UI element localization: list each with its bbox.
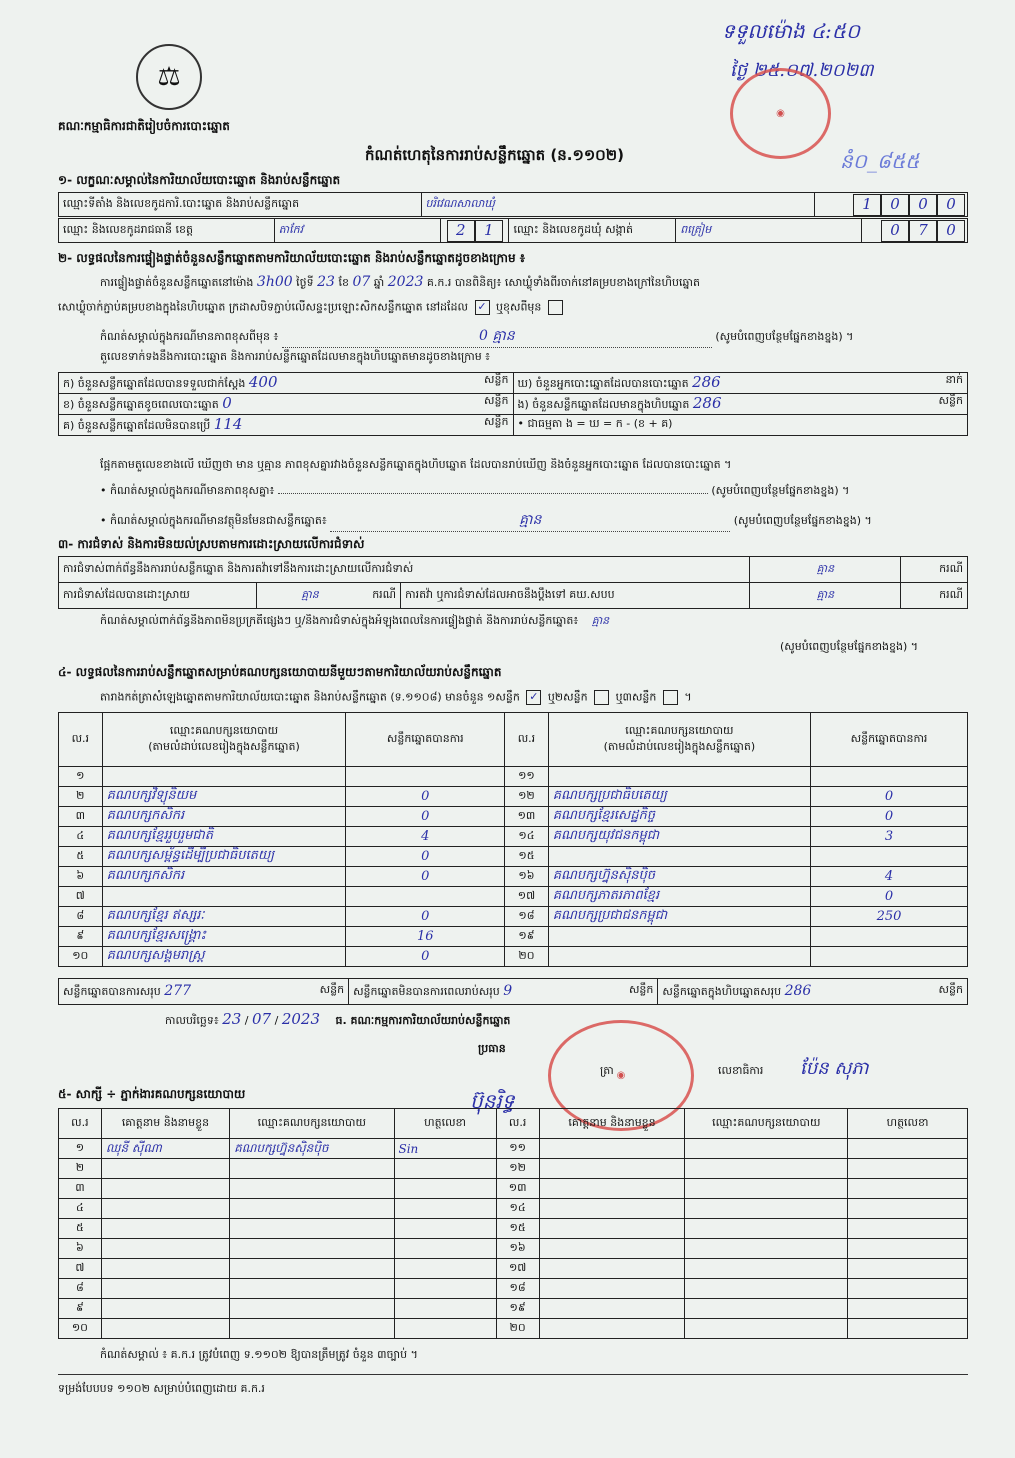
commune-label: ឈ្មោះ និងលេខកូដឃុំ សង្កាត់ xyxy=(509,219,676,243)
witness-name xyxy=(539,1199,685,1219)
party-name xyxy=(548,927,810,947)
witness-party xyxy=(685,1239,848,1259)
witness-party xyxy=(230,1259,394,1279)
section3-note-value: គ្មាន xyxy=(591,614,610,627)
station-code: 1 0 0 0 xyxy=(815,193,968,217)
witness-party xyxy=(685,1279,848,1299)
witness-name xyxy=(101,1159,229,1179)
witness-party xyxy=(685,1219,848,1239)
witness-row xyxy=(59,1259,968,1279)
vote-count: 3 xyxy=(811,827,968,847)
party-name xyxy=(548,767,810,787)
result-no: ១៨ xyxy=(505,907,549,927)
vote-count: 0 xyxy=(811,807,968,827)
witness-no: ១២ xyxy=(496,1159,539,1179)
vote-count xyxy=(346,767,505,787)
witness-no: ១១ xyxy=(496,1139,539,1159)
witness-party xyxy=(685,1319,848,1339)
vote-count: 0 xyxy=(346,907,505,927)
party-name xyxy=(548,847,810,867)
result-no: ៦ xyxy=(59,867,103,887)
witness-row xyxy=(59,1159,968,1179)
form-footer: ទម្រង់បែបបទ ១១០២ សម្រាប់បំពេញដោយ គ.ក.រ xyxy=(58,1382,265,1395)
witness-row xyxy=(59,1179,968,1199)
result-row xyxy=(59,767,968,787)
party-name: គណបក្សប្រជាជនកម្ពុជា xyxy=(548,907,810,927)
witness-signature xyxy=(394,1279,496,1299)
vote-count: 4 xyxy=(346,827,505,847)
count-row: ខ) ចំនួនសន្លឹកឆ្នោតខូចពេលបោះឆ្នោត 0 សន្លឹក ង) ចំនួនសន្លឹកឆ្នោតដែលមានក្នុងហិបឆ្នោត 286 សន្លឹក xyxy=(59,394,968,415)
party-name: គណបក្សសង្គមរាស្ត្រ xyxy=(102,947,346,967)
secretary-signature: ប៉ែន សុភា xyxy=(800,1058,869,1079)
result-row xyxy=(59,827,968,847)
witness-party xyxy=(230,1219,394,1239)
seal-check-line: សោឃ្លុំចាក់ភ្ជាប់គម្របខាងក្នុងនៃហិបឆ្នោត ក្រដាសបិទភ្ជាប់លើសន្ទះប្រឡោះសិកសន្លឹកឆ្នោត នៅដដែល ✓ ឬខុសពីមុន xyxy=(58,300,968,317)
objection-label: ការជំទាស់ពាក់ព័ន្ធនឹងការរាប់សន្លឹកឆ្នោត និងការតវ៉ាទៅនឹងការដោះស្រាយលើការជំទាស់ xyxy=(59,557,750,583)
witness-party: គណបក្សហ្វ៊ុនស៊ិនប៉ិច xyxy=(230,1139,394,1159)
note1-value: 0 គ្មាន xyxy=(282,326,712,348)
witness-signature xyxy=(394,1199,496,1219)
note3-line: • កំណត់សម្គាល់ក្នុងករណីមានវត្ថុមិនមែនជាសន្លឹកឆ្នោត៖ គ្មាន (សូមបំពេញបន្ថែមផ្នែកខាងខ្នង) ។ xyxy=(100,510,968,532)
counts-table xyxy=(58,372,968,436)
witness-row xyxy=(59,1219,968,1239)
witness-no: ១៧ xyxy=(496,1259,539,1279)
party-name: គណបក្សយុវជនកម្ពុជា xyxy=(548,827,810,847)
verify-time: 3h00 xyxy=(256,274,293,290)
note2-line: • កំណត់សម្គាល់ក្នុងករណីមានភាពខុសគ្នា៖ (សូមបំពេញបន្ថែមផ្នែកខាងខ្នង) ។ xyxy=(100,484,850,497)
witness-party xyxy=(230,1299,394,1319)
witness-row xyxy=(59,1199,968,1219)
received-count: 400 xyxy=(248,373,278,391)
form-title: កំណត់ហេតុនៃការរាប់សន្លឹកឆ្នោត (ន.១១០២) xyxy=(365,146,625,164)
witness-name xyxy=(101,1219,229,1239)
result-no: ១៩ xyxy=(505,927,549,947)
totals-table: សន្លឹកឆ្នោតបានការសរុប 277 សន្លឹក សន្លឹកឆ្នោតមិនបានការពេលរាប់សរុប 9 សន្លឹក សន្លឹកឆ្នោតក្នុងហិបឆ្នោតសរុប 286 សន្លឹក xyxy=(58,978,968,1005)
result-row xyxy=(59,947,968,967)
witness-row xyxy=(59,1319,968,1339)
section3-heading: ៣- ការជំទាស់ និងការមិនយល់ស្របតាមការដោះស្រាយលើការជំទាស់ xyxy=(58,537,365,551)
witness-no: ៨ xyxy=(59,1279,102,1299)
party-name: គណបក្សកសិករ xyxy=(102,807,346,827)
witness-signature xyxy=(848,1179,968,1199)
section1-heading: ១- លក្ខណៈសម្គាល់នៃការិយាល័យបោះឆ្នោត និងរាប់សន្លឹកឆ្នោត xyxy=(58,173,341,187)
date-year: 2023 xyxy=(281,1010,320,1028)
changed-checkbox[interactable] xyxy=(548,300,563,315)
witness-no: ១៥ xyxy=(496,1219,539,1239)
note1-line: កំណត់សម្គាល់ក្នុងករណីមានភាពខុសពីមុន ៖ 0 គ្មាន (សូមបំពេញបន្ថែមផ្នែកខាងខ្នង) ។ xyxy=(100,326,970,348)
witness-no: ១៣ xyxy=(496,1179,539,1199)
received-stamp: ◉ xyxy=(730,68,831,159)
witness-party xyxy=(685,1179,848,1199)
witness-party xyxy=(230,1279,394,1299)
result-no: ១៦ xyxy=(505,867,549,887)
witness-name xyxy=(539,1159,685,1179)
witness-no: ២ xyxy=(59,1159,102,1179)
commune-value: ពត្រៀម xyxy=(676,219,862,243)
objection-value: គ្មាន xyxy=(750,557,901,583)
vote-count: 0 xyxy=(346,787,505,807)
vote-count xyxy=(811,767,968,787)
received-date: ថ្ងៃ ២៥.០៧.២០២៣ xyxy=(730,60,874,81)
section4-intro: តារាងកត់ត្រាសំឡេងឆ្នោតតាមការិយាល័យបោះឆ្នោត និងរាប់សន្លឹកឆ្នោត (ទ.១១០៨) មានចំនួន ១សន្លឹក ✓ ឬ២សន្លឹក ឬ៣សន្លឹក ។ xyxy=(100,690,692,704)
result-no: ២០ xyxy=(505,947,549,967)
vote-count xyxy=(811,847,968,867)
section2-heading: ២- លទ្ធផលនៃការផ្ទៀងផ្ទាត់ចំនួនសន្លឹកឆ្នោតតាមការិយាល័យបោះឆ្នោត និងរាប់សន្លឹកឆ្នោតដូចខាងក្រោម ៖ xyxy=(58,251,526,265)
result-row xyxy=(59,807,968,827)
vote-count: 0 xyxy=(346,867,505,887)
witness-name xyxy=(101,1199,229,1219)
witness-signature xyxy=(848,1299,968,1319)
objections-table: ការជំទាស់ពាក់ព័ន្ធនឹងការរាប់សន្លឹកឆ្នោត និងការតវ៉ាទៅនឹងការដោះស្រាយលើការជំទាស់ គ្មាន ករណី ការជំទាស់ដែលបានដោះស្រាយ គ្មាន ករណី ការតវ៉ា ឬការជំទាស់ដែលអាចនឹងប្តឹងទៅ គឃ.សបប គ្មាន ករណី xyxy=(58,556,968,609)
result-row xyxy=(59,847,968,867)
witness-row xyxy=(59,1139,968,1159)
result-no: ៧ xyxy=(59,887,103,907)
result-no: ១៣ xyxy=(505,807,549,827)
received-note: ទទួលម៉ោង ៤:៥០ xyxy=(722,19,861,43)
resolved-label: ការជំទាស់ដែលបានដោះស្រាយ xyxy=(59,583,257,609)
witness-no: ៧ xyxy=(59,1259,102,1279)
verify-year: 2023 xyxy=(387,274,424,290)
vote-count: 0 xyxy=(811,887,968,907)
chair-label: ប្រធាន xyxy=(478,1042,506,1055)
witness-name xyxy=(101,1319,229,1339)
section4-heading: ៤- លទ្ធផលនៃការរាប់សន្លឹកឆ្នោតសម្រាប់គណបក្សនយោបាយនីមួយៗតាមការិយាល័យរាប់សន្លឹកឆ្នោត xyxy=(58,665,502,679)
result-no: ១១ xyxy=(505,767,549,787)
witness-signature xyxy=(394,1219,496,1239)
footnote: កំណត់សម្គាល់ ៖ គ.ក.រ ត្រូវបំពេញ ទ.១១០២ ឱ្យបានត្រឹមត្រូវ ចំនួន ៣ច្បាប់ ។ xyxy=(100,1348,418,1361)
station-label: ឈ្មោះទីតាំង និងលេខកូដការិ.បោះឆ្នោត និងរាប់សន្លឹកឆ្នោត xyxy=(59,193,422,217)
witness-signature xyxy=(848,1159,968,1179)
vote-count: 0 xyxy=(346,947,505,967)
count-row: គ) ចំនួនសន្លឹកឆ្នោតដែលមិនបានប្រើ 114 សន្លឹក • ជាធម្មតា ង = ឃ = ក - (ខ + គ) xyxy=(59,415,968,436)
witness-party xyxy=(685,1139,848,1159)
witness-no: ១០ xyxy=(59,1319,102,1339)
witness-no: ១៩ xyxy=(496,1299,539,1319)
witness-name xyxy=(101,1279,229,1299)
witness-signature xyxy=(394,1179,496,1199)
witness-name xyxy=(101,1239,229,1259)
committee-name: គណៈកម្មាធិការជាតិរៀបចំការបោះឆ្នោត xyxy=(58,119,230,133)
party-name: គណបក្សខ្មែររួបរួមជាតិ xyxy=(102,827,346,847)
witness-no: ២០ xyxy=(496,1319,539,1339)
same-checkbox[interactable]: ✓ xyxy=(475,300,490,315)
witness-no: ១៤ xyxy=(496,1199,539,1219)
witness-signature: Sin xyxy=(394,1139,496,1159)
result-row xyxy=(59,907,968,927)
witness-name xyxy=(539,1139,685,1159)
witness-signature xyxy=(394,1299,496,1319)
witness-no: ៣ xyxy=(59,1179,102,1199)
party-name: គណបក្សខ្មែរ ឥស្សរៈ xyxy=(102,907,346,927)
witness-signature xyxy=(848,1259,968,1279)
witness-party xyxy=(685,1199,848,1219)
vote-count: 16 xyxy=(346,927,505,947)
ballot-box-count: 286 xyxy=(692,394,722,412)
witness-signature xyxy=(394,1239,496,1259)
section1-table-row2 xyxy=(58,218,968,243)
witness-signature xyxy=(848,1279,968,1299)
vote-count: 250 xyxy=(811,907,968,927)
witness-no: ៥ xyxy=(59,1219,102,1239)
witness-name xyxy=(539,1179,685,1199)
party-name: គណបក្សហ្វ៊ុនស៊ិនប៉ិច xyxy=(548,867,810,887)
appeal-value: គ្មាន xyxy=(750,583,901,609)
appeal-label: ការតវ៉ា ឬការជំទាស់ដែលអាចនឹងប្តឹងទៅ គឃ.សបប xyxy=(401,583,750,609)
section5-heading: ៥- សាក្សី ÷ ភ្នាក់ងារគណបក្សនយោបាយ xyxy=(58,1087,246,1101)
verification-line: ការផ្ទៀងផ្ទាត់ចំនួនសន្លឹកឆ្នោតនៅម៉ោង 3h00 ថ្ងៃទី 23 ខែ 07 ឆ្នាំ 2023 គ.ក.រ បានពិនិត្យ៖ សោឃ្លុំទាំងពីរចាក់នៅគម្របខាងក្រៅនៃហិបឆ្នោត xyxy=(100,274,700,290)
witness-no: ១៦ xyxy=(496,1239,539,1259)
witness-name xyxy=(101,1179,229,1199)
vote-count: 0 xyxy=(346,847,505,867)
witness-signature xyxy=(848,1139,968,1159)
party-name xyxy=(102,887,346,907)
formula: • ជាធម្មតា ង = ឃ = ក - (ខ + គ) xyxy=(517,417,673,430)
stamp-code: នំ០_៨៥៥ xyxy=(840,149,920,173)
witness-no: ៦ xyxy=(59,1239,102,1259)
province-code: 2 1 xyxy=(441,219,509,243)
witness-signature xyxy=(394,1159,496,1179)
result-row xyxy=(59,927,968,947)
total-box: 286 xyxy=(784,982,812,999)
one-sheet-checkbox[interactable]: ✓ xyxy=(526,690,541,705)
result-no: ៩ xyxy=(59,927,103,947)
counts-intro: តួលេខទាក់ទងនឹងការបោះឆ្នោត និងការរាប់សន្លឹកឆ្នោតដែលមានក្នុងហិបឆ្នោតមានដូចខាងក្រោម ៖ xyxy=(100,350,491,363)
note2-value xyxy=(278,493,708,494)
witness-name: ឈុនី ស៊ីណា xyxy=(101,1139,229,1159)
witness-no: ៩ xyxy=(59,1299,102,1319)
verify-day: 23 xyxy=(317,274,335,290)
witness-party xyxy=(230,1319,394,1339)
result-no: ១៥ xyxy=(505,847,549,867)
witness-party xyxy=(685,1259,848,1279)
official-seal: ◉ xyxy=(548,1020,694,1131)
total-valid: 277 xyxy=(164,982,191,999)
result-row xyxy=(59,787,968,807)
two-sheet-checkbox[interactable] xyxy=(594,690,609,705)
witness-party xyxy=(230,1179,394,1199)
result-no: ៤ xyxy=(59,827,103,847)
witness-row xyxy=(59,1239,968,1259)
vote-count: 0 xyxy=(346,807,505,827)
witness-name xyxy=(539,1259,685,1279)
witness-name xyxy=(539,1279,685,1299)
result-row xyxy=(59,887,968,907)
party-name: គណបក្សខ្មែរសង្គ្រោះ xyxy=(102,927,346,947)
spoiled-count: 0 xyxy=(222,394,232,412)
result-no: ១៧ xyxy=(505,887,549,907)
station-value: បរិវេណសាលាឃុំ xyxy=(421,193,815,217)
province-label: ឈ្មោះ និងលេខកូដរាជធានី ខេត្ត xyxy=(59,219,275,243)
vote-count: 0 xyxy=(811,787,968,807)
seal-label: ត្រា xyxy=(600,1064,614,1077)
voters-count: 286 xyxy=(692,373,721,391)
result-no: ១ xyxy=(59,767,103,787)
witness-party xyxy=(230,1199,394,1219)
nec-logo-icon: ⚖ xyxy=(136,44,202,110)
date-day: 23 xyxy=(222,1010,242,1028)
witness-row xyxy=(59,1299,968,1319)
witness-no: ៤ xyxy=(59,1199,102,1219)
witness-party xyxy=(230,1239,394,1259)
party-name: គណបក្សសម្ព័ន្ធដើម្បីប្រជាធិបតេយ្យ xyxy=(102,847,346,867)
three-sheet-checkbox[interactable] xyxy=(663,690,678,705)
result-no: ៥ xyxy=(59,847,103,867)
party-name: គណបក្សភាតរភាពខ្មែរ xyxy=(548,887,810,907)
province-value: តាកែវ xyxy=(274,219,440,243)
vote-count xyxy=(346,887,505,907)
result-row xyxy=(59,867,968,887)
section1-table xyxy=(58,192,968,217)
witness-signature xyxy=(848,1239,968,1259)
vote-count xyxy=(811,947,968,967)
witness-name xyxy=(101,1299,229,1319)
witness-party xyxy=(685,1299,848,1319)
witness-signature xyxy=(848,1319,968,1339)
witness-signature xyxy=(394,1319,496,1339)
witness-no: ១ xyxy=(59,1139,102,1159)
result-no: ៨ xyxy=(59,907,103,927)
count-row: ក) ចំនួនសន្លឹកឆ្នោតដែលបានទទួលជាក់ស្តែង 400 សន្លឹក ឃ) ចំនួនអ្នកបោះឆ្នោតដែលបានបោះឆ្នោត 286 នាក់ xyxy=(59,373,968,394)
party-name: គណបក្សខ្មែរសេដ្ឋកិច្ច xyxy=(548,807,810,827)
witness-no: ១៨ xyxy=(496,1279,539,1299)
date-month: 07 xyxy=(252,1010,272,1028)
party-name xyxy=(548,947,810,967)
unused-count: 114 xyxy=(213,415,243,433)
result-no: ២ xyxy=(59,787,103,807)
date-line: កាលបរិច្ឆេទ៖ 23 / 07 / 2023 ធ. គណៈកម្មការការិយាល័យរាប់សន្លឹកឆ្នោត xyxy=(165,1010,511,1028)
result-no: ១២ xyxy=(505,787,549,807)
party-name: គណបក្សវិទ្យុនិយម xyxy=(102,787,346,807)
vote-count: 4 xyxy=(811,867,968,887)
result-no: ៣ xyxy=(59,807,103,827)
commune-code: 0 7 0 xyxy=(862,219,968,243)
resolved-value: គ្មាន xyxy=(301,587,319,601)
result-no: ១០ xyxy=(59,947,103,967)
witness-table: ល.រ គោត្តនាម និងនាមខ្លួន ឈ្មោះគណបក្សនយោបាយ ហត្ថលេខា ល.រ គោត្តនាម និងនាមខ្លួន ឈ្មោះគណបក្សនយោបាយ ហត្ថលេខា ១ ឈុនី ស៊ីណា គណបក្សហ្វ៊ុនស៊ិនប៉ិច Sin ១១ ២ ១២ ៣ ១៣ ៤ ១៤ ៥ ១៥ ៦ ១៦ ៧ ១៧ ៨ ១៨ ៩ ១៩ ១០ ២០ xyxy=(58,1108,968,1339)
witness-name xyxy=(101,1259,229,1279)
compare-line: ផ្អែកតាមតួលេខខាងលើ ឃើញថា មាន ឬគ្មាន ភាពខុសគ្នារវាងចំនួនសន្លឹកឆ្នោតក្នុងហិបឆ្នោត ដែលបានរាប់ឃើញ និងចំនួនអ្នកបោះឆ្នោត ដែលបានបោះឆ្នោត ។ xyxy=(100,458,732,471)
party-name: គណបក្សប្រជាធិបតេយ្យ xyxy=(548,787,810,807)
results-table: ល.រ ឈ្មោះគណបក្សនយោបាយ (តាមលំដាប់លេខរៀងក្នុងសន្លឹកឆ្នោត) សន្លឹកឆ្នោតបានការ ល.រ ឈ្មោះគណបក្សនយោបាយ (តាមលំដាប់លេខរៀងក្នុងសន្លឹកឆ្នោត) សន្លឹកឆ្នោតបានការ ១ ១១ ២ គណបក្សវិទ្យុនិយម 0 ១២ គណបក្សប្រជាធិបតេយ្យ 0 ៣ គណបក្សកសិករ 0 ១៣ គណបក្សខ្មែរសេដ្ឋកិច្ច 0 ៤ គណបក្សខ្មែររួបរួមជាតិ 4 ១៤ គណបក្សយុវជនកម្ពុជា 3 ៥ គណបក្សសម្ព័ន្ធដើម្បីប្រជាធិបតេយ្យ 0 ១៥ ៦ គណបក្សកសិករ 0 ១៦ គណបក្សហ្វ៊ុនស៊ិនប៉ិច 4 ៧ ១៧ គណបក្សភាតរភាពខ្មែរ 0 ៨ គណបក្សខ្មែរ ឥស្សរៈ 0 ១៨ គណបក្សប្រជាជនកម្ពុជា 250 ៩ គណបក្សខ្មែរសង្គ្រោះ 16 ១៩ ១០ គណបក្សសង្គមរាស្ត្រ 0 ២០ xyxy=(58,712,968,967)
witness-party xyxy=(230,1159,394,1179)
section3-note: កំណត់សម្គាល់ពាក់ព័ន្ធនឹងភាពមិនប្រក្រតីផ្សេងៗ ឬ/និងការជំទាស់ក្នុងអំឡុងពេលនៃការផ្ទៀងផ្ទាត់ និងការរាប់សន្លឹកឆ្នោត៖ គ្មាន xyxy=(100,614,610,627)
witness-name xyxy=(539,1219,685,1239)
note3-value: គ្មាន xyxy=(330,510,730,532)
result-no: ១៤ xyxy=(505,827,549,847)
witness-name xyxy=(539,1299,685,1319)
section3-fill-hint: (សូមបំពេញបន្ថែមផ្នែកខាងខ្នង) ។ xyxy=(780,640,919,653)
witness-name xyxy=(539,1239,685,1259)
verify-month: 07 xyxy=(352,274,371,290)
party-name: គណបក្សកសិករ xyxy=(102,867,346,887)
vote-count xyxy=(811,927,968,947)
witness-signature xyxy=(848,1219,968,1239)
witness-row xyxy=(59,1279,968,1299)
witness-signature xyxy=(394,1259,496,1279)
chair-signature: ប៊ុនរិទ្ធ xyxy=(470,1089,515,1113)
witness-name xyxy=(539,1319,685,1339)
witness-party xyxy=(685,1159,848,1179)
secretary-label: លេខាធិការ xyxy=(718,1064,764,1077)
party-name xyxy=(102,767,346,787)
footer-divider xyxy=(58,1374,968,1375)
witness-signature xyxy=(848,1199,968,1219)
total-invalid: 9 xyxy=(503,982,513,999)
